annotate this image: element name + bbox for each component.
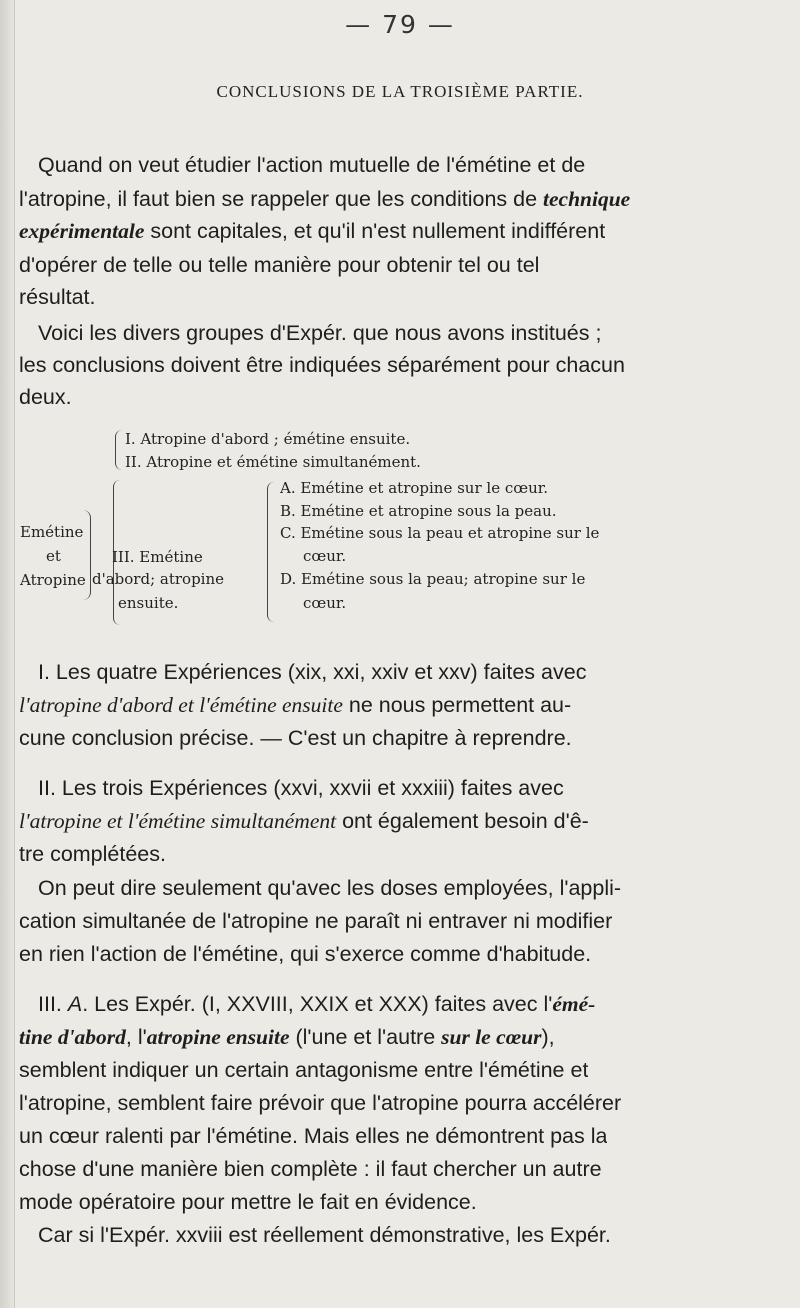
group-III-label: ensuite. [118,594,179,612]
text-line: Quand on veut étudier l'action mutuelle de l'émétine et de [38,153,586,177]
text-line: d'opérer de telle ou telle manière pour obtenir tel ou tel [19,253,540,277]
text-line: tre complétées. [19,842,166,866]
text-line: l'atropine d'abord et l'émétine ensuite ne nous permettent au- [19,693,572,717]
sub-group-A: A. Emétine et atropine sur le cœur. [280,479,549,497]
page-number: — 79 — [345,10,455,39]
group-III-label: d'abord; atropine [92,570,225,588]
text-line: chose d'une manière bien complète : il faut chercher un autre [19,1157,602,1181]
sub-group-D: D. Emétine sous la peau; atropine sur le [280,570,586,588]
text-line: Voici les divers groupes d'Expér. que nous avons institués ; [38,321,602,345]
top-brace [115,430,122,470]
text-line: semblent indiquer un certain antagonisme entre l'émétine et [19,1058,589,1082]
text-line: cune conclusion précise. — C'est un chapitre à reprendre. [19,726,572,750]
group-III-label: III. Emétine [112,548,203,566]
text-line: en rien l'action de l'émétine, qui s'exerce comme d'habitude. [19,942,592,966]
sub-group-C-cont: cœur. [303,547,347,565]
text-line: III. A. Les Expér. (I, XXVIII, XXIX et XXX) faites avec l'émé- [38,992,596,1016]
text-line: expérimentale sont capitales, et qu'il n'est nullement indifférent [19,219,606,243]
text-line: un cœur ralenti par l'émétine. Mais elles ne démontrent pas la [19,1124,608,1148]
table-left-label: Emétine [20,523,84,541]
group-II-label: II. Atropine et émétine simultanément. [125,453,421,471]
sub-group-C: C. Emétine sous la peau et atropine sur le [280,524,600,542]
text-line: deux. [19,385,72,409]
sub-group-brace [267,482,274,622]
table-left-label: et [46,547,61,565]
section-heading: CONCLUSIONS DE LA TROISIÈME PARTIE. [216,82,584,101]
sub-group-D-cont: cœur. [303,594,347,612]
text-line: II. Les trois Expériences (xxvi, xxvii et xxxiii) faites avec [38,776,564,800]
sub-group-B: B. Emétine et atropine sous la peau. [280,502,557,520]
text-line: l'atropine, il faut bien se rappeler que les conditions de technique [19,187,631,211]
text-line: l'atropine et l'émétine simultanément ont également besoin d'ê- [19,809,589,833]
text-line: tine d'abord, l'atropine ensuite (l'une et l'autre sur le cœur), [19,1025,555,1049]
table-left-label: Atropine [20,571,86,589]
left-brace [82,510,91,600]
text-line: I. Les quatre Expériences (xix, xxi, xxiv et xxv) faites avec [38,660,587,684]
page-gutter-shadow [0,0,15,1308]
text-line: On peut dire seulement qu'avec les doses employées, l'appli- [38,876,622,900]
text-line: l'atropine, semblent faire prévoir que l'atropine pourra accélérer [19,1091,622,1115]
text-line: résultat. [19,285,96,309]
text-line: Car si l'Expér. xxviii est réellement démonstrative, les Expér. [38,1223,611,1247]
text-line: les conclusions doivent être indiquées séparément pour chacun [19,353,625,377]
group-I-label: I. Atropine d'abord ; émétine ensuite. [125,430,411,448]
text-line: mode opératoire pour mettre le fait en évidence. [19,1190,477,1214]
text-line: cation simultanée de l'atropine ne paraît ni entraver ni modifier [19,909,613,933]
